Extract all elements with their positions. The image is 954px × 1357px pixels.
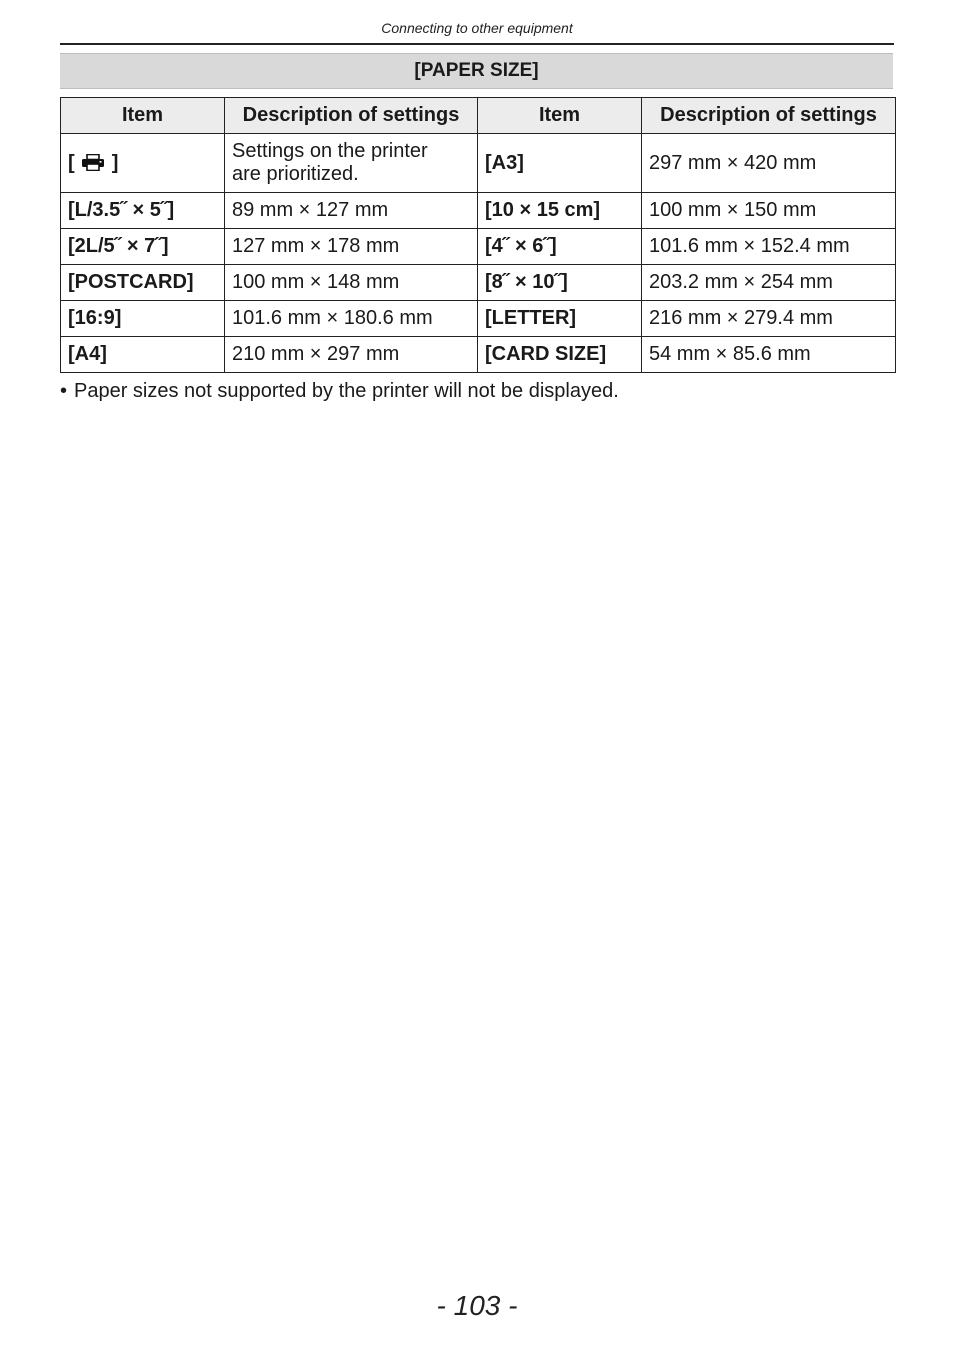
item-cell: [4˝ × 6˝] <box>478 229 642 265</box>
description-cell: 101.6 mm × 180.6 mm <box>225 301 478 337</box>
item-cell: [L/3.5˝ × 5˝] <box>61 193 225 229</box>
description-cell: 210 mm × 297 mm <box>225 337 478 373</box>
description-cell: 216 mm × 279.4 mm <box>642 301 896 337</box>
description-cell: 100 mm × 150 mm <box>642 193 896 229</box>
item-cell: [16:9] <box>61 301 225 337</box>
column-header-description-left: Description of settings <box>225 98 478 134</box>
table-row <box>61 193 896 229</box>
column-header-description-right: Description of settings <box>642 98 896 134</box>
paper-size-table <box>60 97 896 373</box>
description-cell: 203.2 mm × 254 mm <box>642 265 896 301</box>
item-cell: [8˝ × 10˝] <box>478 265 642 301</box>
description-cell: 297 mm × 420 mm <box>642 134 896 193</box>
description-cell: 101.6 mm × 152.4 mm <box>642 229 896 265</box>
description-cell <box>225 134 478 193</box>
table-row <box>61 229 896 265</box>
bracket-open: [ <box>68 151 75 174</box>
column-header-item-right: Item <box>478 98 642 134</box>
description-cell: 100 mm × 148 mm <box>225 265 478 301</box>
item-cell: [2L/5˝ × 7˝] <box>61 229 225 265</box>
item-cell: [POSTCARD] <box>61 265 225 301</box>
item-cell <box>61 134 225 193</box>
table-row <box>61 134 896 193</box>
item-cell: [CARD SIZE] <box>478 337 642 373</box>
running-header: Connecting to other equipment <box>381 20 573 36</box>
table-row <box>61 265 896 301</box>
bracket-close: ] <box>111 151 119 174</box>
item-cell: [A4] <box>61 337 225 373</box>
header-rule <box>60 43 894 45</box>
description-cell: 127 mm × 178 mm <box>225 229 478 265</box>
column-header-item-left: Item <box>61 98 225 134</box>
description-line: Settings on the printer <box>232 140 428 162</box>
bullet: • <box>60 380 68 402</box>
item-cell: [10 × 15 cm] <box>478 193 642 229</box>
printer-icon <box>81 154 105 171</box>
footnote <box>60 379 894 403</box>
item-cell: [A3] <box>478 134 642 193</box>
section-title: [PAPER SIZE] <box>60 53 893 89</box>
description-line: are prioritized. <box>232 163 359 185</box>
description-cell: 89 mm × 127 mm <box>225 193 478 229</box>
table-header-row <box>61 98 896 134</box>
page-number: - 103 - <box>436 1290 518 1321</box>
table-row <box>61 301 896 337</box>
description-cell: 54 mm × 85.6 mm <box>642 337 896 373</box>
footnote-text: Paper sizes not supported by the printer will not be displayed. <box>74 380 619 402</box>
item-cell: [LETTER] <box>478 301 642 337</box>
table-row <box>61 337 896 373</box>
